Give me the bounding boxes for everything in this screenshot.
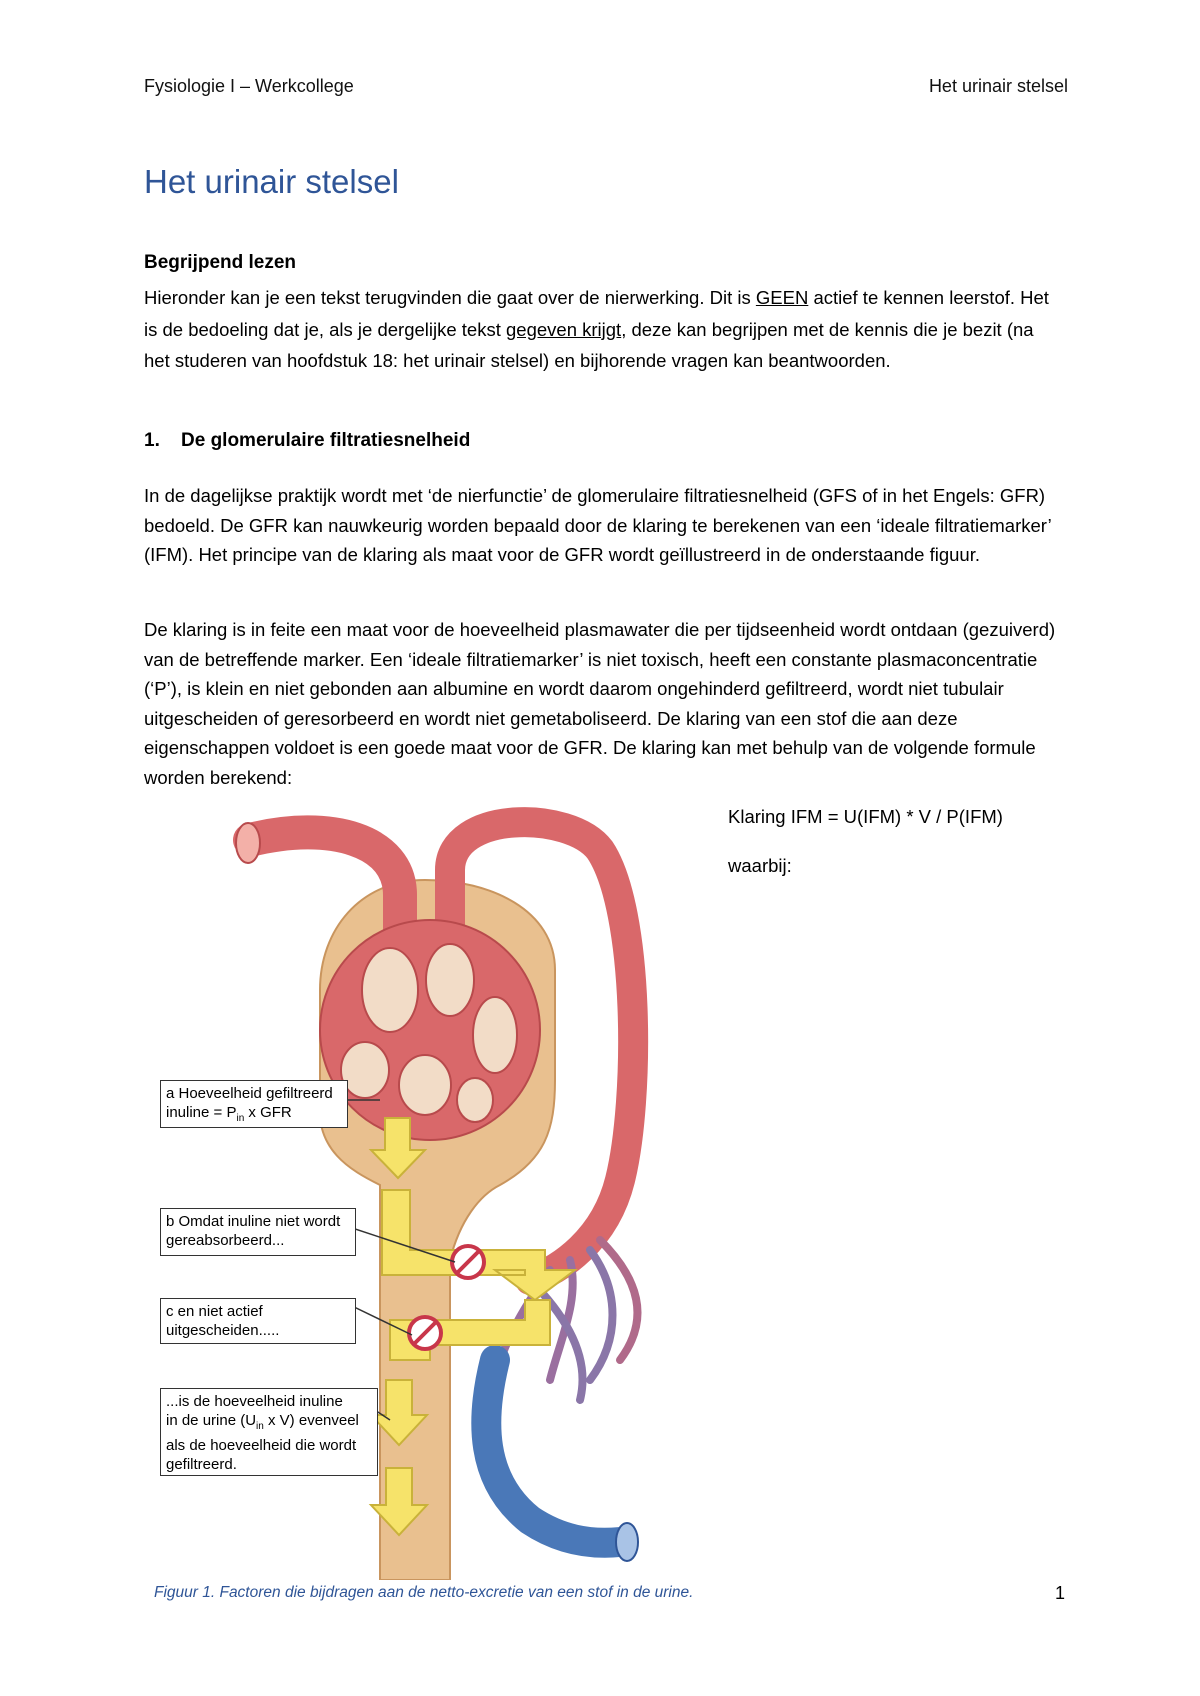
callout-d-line4: gefiltreerd. <box>166 1456 237 1473</box>
intro-text-3: , deze kan begrijpen met de kennis die je bezit (na het studeren van hoofdstuk 18: het urinair stelsel) en bijhorende vragen kan beantwoorden. <box>144 318 1034 371</box>
callout-b-line1: b Omdat inuline niet wordt <box>166 1213 341 1230</box>
no-transport-symbol-reabsorption <box>452 1246 484 1278</box>
section-heading <box>144 430 470 452</box>
section-number: 1. <box>144 430 160 451</box>
nephron-figure <box>150 800 710 1580</box>
arteriole-opening <box>236 823 260 863</box>
no-transport-symbol-secretion <box>409 1317 441 1349</box>
callout-d-line3: als de hoeveelheid die wordt <box>166 1437 357 1454</box>
header-right: Het urinair stelsel <box>928 76 1068 96</box>
figure-caption: Figuur 1. Factoren die bijdragen aan de netto-excretie van een stof in de urine. <box>154 1584 694 1601</box>
callout-b <box>160 1208 356 1256</box>
callout-c-line2: uitgescheiden..... <box>166 1322 280 1339</box>
section-paragraph-2: De klaring is in feite een maat voor de hoeveelheid plasmawater die per tijdseenheid wordt ontdaan (gezuiverd) van de betreffende marker. Een ‘ideale filtratiemarker’ is niet toxisch, heeft een constante plasmaconcentratie (‘P’), is klein en niet gebonden aan albumine en wordt daarom ongehinderd gefiltreerd, wordt niet tubulair uitgescheiden of geresorbeerd en wordt niet gemetaboliseerd. De klaring van een stof die aan deze eigenschappen voldoet is een goede maat voor de GFR. De klaring kan met behulp van de volgende formule worden berekend: <box>144 619 1056 788</box>
callout-c <box>160 1298 356 1344</box>
intro-heading: Begrijpend lezen <box>144 252 297 273</box>
intro-gegeven: gegeven krijgt <box>506 318 622 340</box>
page-number: 1 <box>1054 1583 1065 1603</box>
callout-a-line1: a Hoeveelheid gefiltreerd <box>166 1085 333 1102</box>
peritubular-vein <box>486 1360 620 1543</box>
intro-paragraph <box>144 282 1064 377</box>
intro-text-2: actief te kennen leerstof. Het is de bedoeling dat je, als je dergelijke tekst <box>144 287 1049 340</box>
callout-a-line2: inuline = $P_{in}$ x GFR <box>166 1104 292 1124</box>
clearance-formula: Klaring IFM = U(IFM) * V / P(IFM) <box>728 806 1003 827</box>
intro-text-1: Hieronder kan je een tekst terugvinden die gaat over de nierwerking. Dit is <box>144 287 756 308</box>
callout-d-line1: ...is de hoeveelheid inuline <box>166 1393 343 1410</box>
section-title: De glomerulaire filtratiesnelheid <box>181 430 471 451</box>
callout-d <box>160 1388 378 1476</box>
callout-d-line2: in de urine ($U_{in}$ x V) evenveel <box>166 1412 359 1432</box>
callout-c-line1: c en niet actief <box>166 1303 263 1320</box>
vein-opening <box>616 1523 638 1561</box>
header-left: Fysiologie I – Werkcollege <box>144 76 354 96</box>
callout-a <box>160 1080 348 1128</box>
page-title: Het urinair stelsel <box>144 163 399 200</box>
section-paragraph-1: In de dagelijkse praktijk wordt met ‘de nierfunctie’ de glomerulaire filtratiesnelheid (GFS of in het Engels: GFR) bedoeld. De GFR kan nauwkeurig worden bepaald door de klaring te berekenen van een ‘ideale filtratiemarker’ (IFM). Het principe van de klaring als maat voor de GFR wordt geïllustreerd in de onderstaande figuur. <box>144 485 1052 565</box>
callout-b-line2: gereabsorbeerd... <box>166 1232 285 1249</box>
formula-where: waarbij: <box>728 855 792 876</box>
intro-geen: GEEN <box>755 287 809 308</box>
